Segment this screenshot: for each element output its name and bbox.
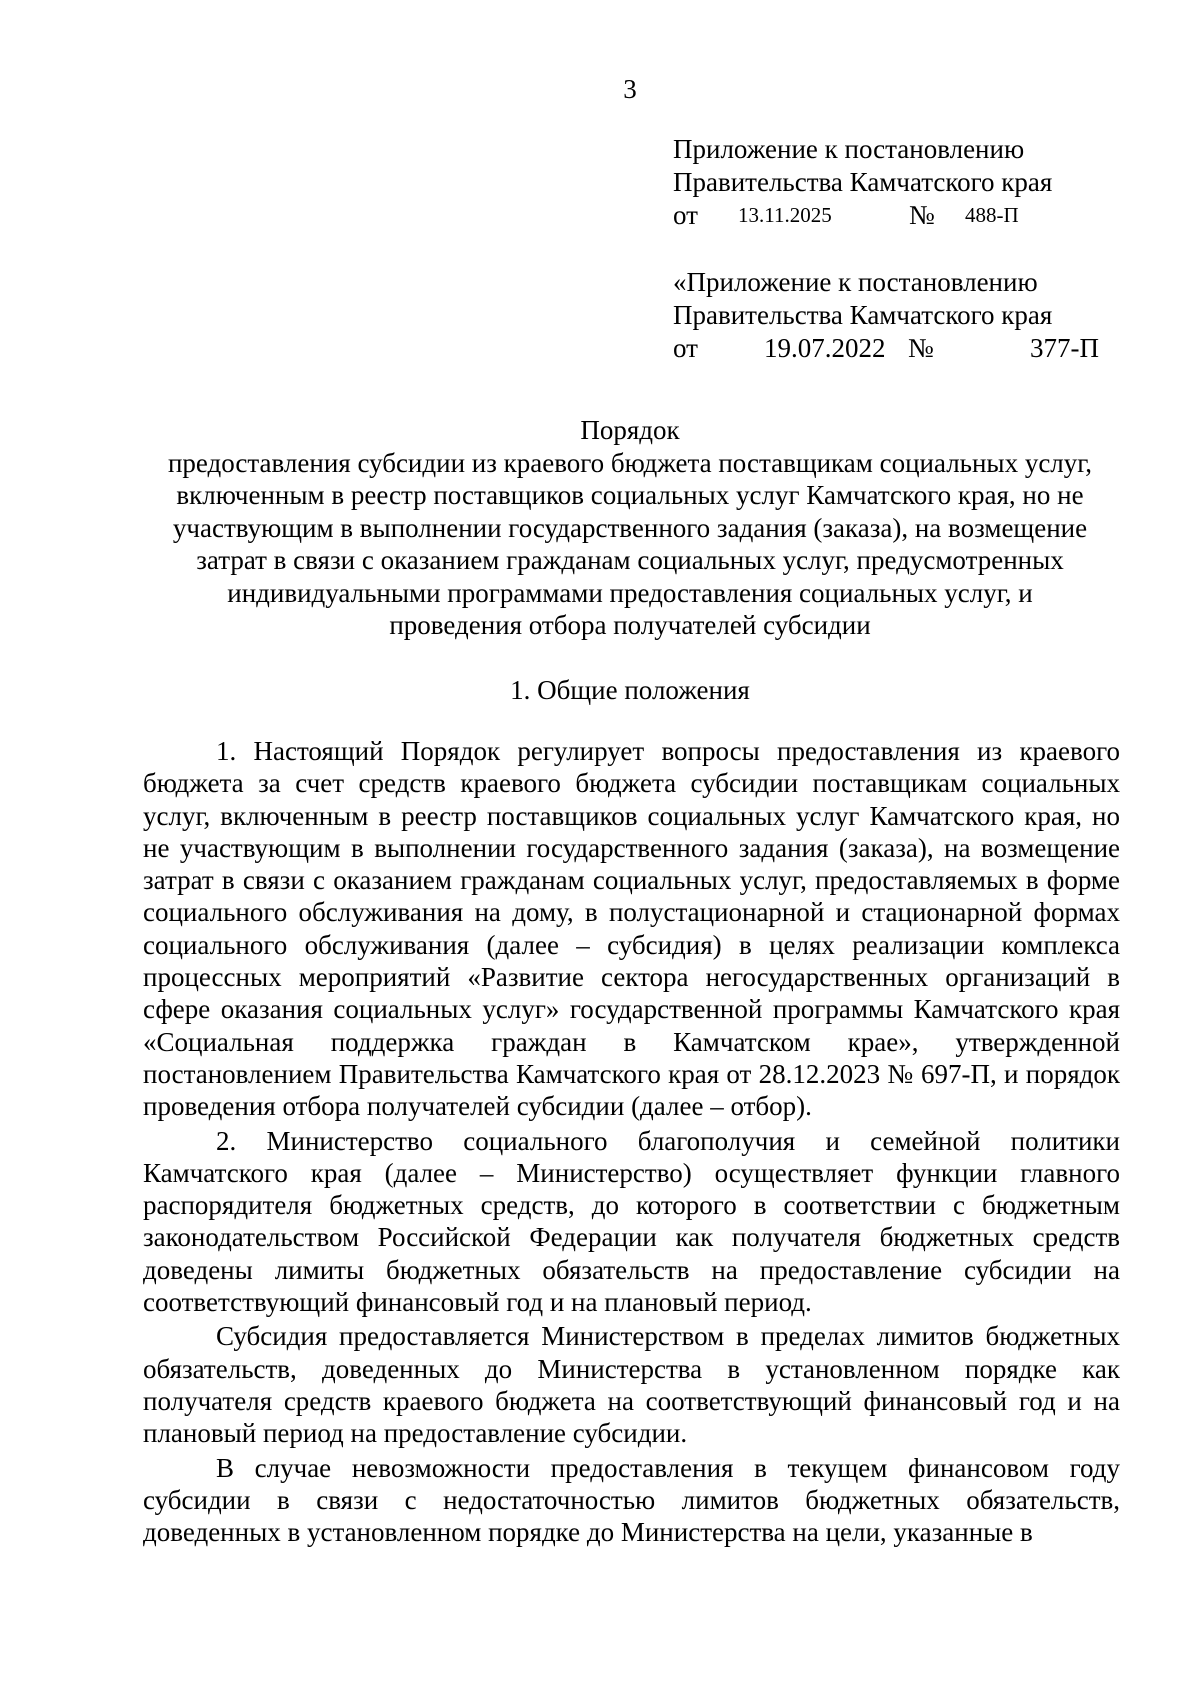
paragraph: В случае невозможности предоставления в текущем финансовом году субсидии в связи с недостаточностью лимитов бюджетных обязательств, доведенных в установленном порядке до Министерства на цели, указанные в: [143, 1452, 1120, 1548]
page-number: 3: [623, 74, 637, 104]
annex-old-date-row: [673, 332, 1099, 365]
annex-old-number-sign: №: [908, 333, 934, 363]
annex-old-line2: Правительства Камчатского края: [673, 300, 1053, 330]
annex-new-number-sign: №: [909, 200, 935, 230]
document-title: [130, 414, 1130, 642]
annex-new-line1: Приложение к постановлению: [673, 134, 1025, 164]
annex-new-line2: Правительства Камчатского края: [673, 167, 1053, 197]
paragraph: Субсидия предоставляется Министерством в пределах лимитов бюджетных обязательств, доведенных до Министерства в установленном порядке как получателя средств краевого бюджета на соответствующий финансовый год и на плановый период на предоставление субсидии.: [143, 1321, 1120, 1449]
body-text: [143, 735, 1120, 1550]
title-line: предоставления субсидии из краевого бюджета поставщикам социальных услуг,: [167, 447, 1093, 478]
annex-header-old: [673, 266, 1099, 365]
title-line: индивидуальными программами предоставления социальных услуг, и: [227, 577, 1033, 608]
annex-old-date: 19.07.2022: [764, 333, 886, 363]
section-heading: 1. Общие положения: [510, 675, 750, 705]
annex-old-ot: от: [673, 333, 698, 363]
annex-new-number: 488-П: [965, 203, 1019, 227]
paragraph: 2. Министерство социального благополучия и семейной политики Камчатского края (далее – Министерство) осуществляет функции главного распорядителя бюджетных средств, до которого в соответствии с бюджетным законодательством Российской Федерации как получателя бюджетных средств доведены лимиты бюджетных обязательств на предоставление субсидии на соответствующий финансовый год и на плановый период.: [143, 1125, 1120, 1318]
annex-new-date-row: [673, 199, 1052, 232]
paragraph: 1. Настоящий Порядок регулирует вопросы предоставления из краевого бюджета за счет средств краевого бюджета субсидии поставщикам социальных услуг, включенным в реестр поставщиков социальных услуг Камчатского края, но не участвующим в выполнении государственного задания (заказа), на возмещение затрат в связи с оказанием гражданам социальных услуг, предоставляемых в форме социального обслуживания на дому, в полустационарной и стационарной формах социального обслуживания (далее – субсидия) в целях реализации комплекса процессных мероприятий «Развитие сектора негосударственных организаций в сфере оказания социальных услуг» государственной программы Камчатского края «Социальная поддержка граждан в Камчатском крае», утвержденной постановлением Правительства Камчатского края от 28.12.2023 № 697-П, и порядок проведения отбора получателей субсидии (далее – отбор).: [143, 736, 1120, 1122]
annex-header-new: [673, 133, 1052, 232]
annex-old-number: 377-П: [1030, 333, 1099, 363]
title-line: включенным в реестр поставщиков социальных услуг Камчатского края, но не: [176, 480, 1084, 510]
annex-old-line1: «Приложение к постановлению: [673, 267, 1038, 297]
title-heading: Порядок: [580, 415, 680, 445]
title-line: проведения отбора получателей субсидии: [389, 610, 871, 640]
annex-new-date: 13.11.2025: [738, 203, 832, 227]
title-line: участвующим в выполнении государственного задания (заказа), на возмещение: [172, 512, 1088, 543]
title-line: затрат в связи с оказанием гражданам социальных услуг, предусмотренных: [196, 545, 1064, 575]
annex-new-ot: от: [673, 200, 698, 230]
